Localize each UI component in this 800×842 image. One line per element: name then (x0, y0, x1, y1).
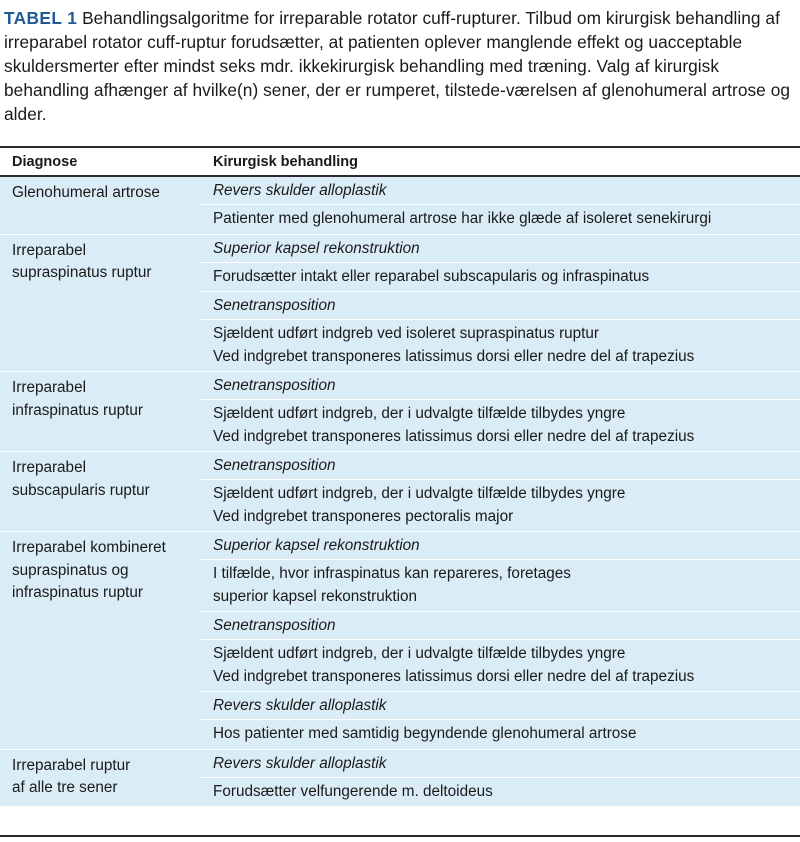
table-header (0, 146, 800, 177)
diagnosis-cell (0, 177, 200, 234)
treatment-note-line: Ved indgrebet transponeres pectoralis major (213, 507, 514, 525)
diagnosis-cell (0, 452, 200, 531)
diagnosis-line: subscapularis ruptur (12, 481, 150, 499)
table-row (0, 532, 800, 750)
diagnosis-line: supraspinatus og (12, 561, 129, 579)
header-diagnosis: Diagnose (12, 153, 78, 170)
treatment-note-line: Patienter med glenohumeral artrose har ikke glæde af isoleret senekirurgi (213, 210, 712, 227)
treatment-name: Senetransposition (200, 452, 800, 480)
treatment-note-line: Forudsætter velfungerende m. deltoideus (213, 782, 493, 800)
treatment-note-line: Forudsætter intakt eller reparabel subscapularis og infraspinatus (213, 267, 650, 285)
caption-text: Behandlingsalgoritme for irreparable rotator cuff-rupturer. Tilbud om kirurgisk behandling af irreparabel rotator cuff-ruptur forudsætter, at patienten oplever manglende effekt og uacceptable skuldersmerter efter mindst seks mdr. ikkekirurgisk behandling med træning. Valg af kirurgisk behandling afhænger af hvilke(n) sener, der er rumperet, tilstede-værelsen af glenohumeral artrose og alder. (4, 8, 791, 124)
diagnosis-line: af alle tre sener (12, 779, 118, 796)
diagnosis-line: supraspinatus ruptur (12, 264, 152, 281)
treatment-note-line: Ved indgrebet transponeres latissimus dorsi eller nedre del af trapezius (213, 427, 695, 445)
table-row (0, 750, 800, 808)
treatment-note-line: superior kapsel rekonstruktion (213, 587, 418, 605)
diagnosis-line: infraspinatus ruptur (12, 584, 143, 601)
diagnosis-cell (0, 372, 200, 451)
diagnosis-line: Irreparabel (12, 459, 86, 476)
treatment-block (200, 372, 800, 451)
treatment-note-line: Sjældent udført indgreb, der i udvalgte tilfælde tilbydes yngre (213, 645, 626, 662)
diagnosis-line: Irreparabel kombineret (12, 539, 166, 556)
table-caption (0, 0, 800, 126)
treatment-name: Senetransposition (200, 292, 800, 320)
treatment-note-line: Ved indgrebet transponeres latissimus dorsi eller nedre del af trapezius (213, 667, 695, 685)
treatment-cell (200, 750, 800, 807)
treatment-note-line: Ved indgrebet transponeres latissimus dorsi eller nedre del af trapezius (213, 347, 695, 365)
diagnosis-line: Irreparabel (12, 241, 86, 259)
treatment-cell (200, 372, 800, 451)
table-row (0, 372, 800, 452)
treatment-cell (200, 177, 800, 234)
diagnosis-cell (0, 235, 200, 372)
treatment-name: Superior kapsel rekonstruktion (200, 532, 800, 560)
treatment-note-line: Sjældent udført indgreb ved isoleret supraspinatus ruptur (213, 325, 600, 342)
treatment-block (200, 452, 800, 531)
treatment-name: Senetransposition (200, 372, 800, 400)
treatment-note-line: Sjældent udført indgreb, der i udvalgte tilfælde tilbydes yngre (213, 405, 626, 422)
treatment-notes (213, 720, 800, 749)
diagnosis-line: Glenohumeral artrose (12, 184, 160, 201)
treatment-cell (200, 532, 800, 749)
treatment-cell (200, 235, 800, 372)
diagnosis-line: Irreparabel (12, 379, 86, 396)
treatment-name: Superior kapsel rekonstruktion (200, 235, 800, 263)
treatment-block (200, 750, 800, 807)
treatment-notes (213, 320, 800, 371)
treatment-note-line: I tilfælde, hvor infraspinatus kan repareres, foretages (213, 565, 571, 582)
treatment-cell (200, 452, 800, 531)
diagnosis-cell (0, 750, 200, 807)
treatment-block (200, 177, 800, 234)
treatment-note-line: Sjældent udført indgreb, der i udvalgte tilfælde tilbydes yngre (213, 485, 626, 502)
treatment-block (200, 292, 800, 371)
treatment-block (200, 692, 800, 749)
table-bottom-rule (0, 835, 800, 837)
table-label: TABEL 1 (4, 8, 78, 28)
diagnosis-line: infraspinatus ruptur (12, 401, 143, 419)
treatment-notes (213, 640, 800, 691)
treatment-notes (213, 480, 800, 531)
treatment-block (200, 532, 800, 612)
table-row (0, 235, 800, 373)
treatment-name: Revers skulder alloplastik (200, 177, 800, 205)
treatment-block (200, 235, 800, 293)
table-body (0, 177, 800, 807)
treatment-name: Revers skulder alloplastik (200, 750, 800, 778)
treatment-note-line: Hos patienter med samtidig begyndende glenohumeral artrose (213, 725, 637, 742)
diagnosis-cell (0, 532, 200, 749)
diagnosis-line: Irreparabel ruptur (12, 756, 131, 774)
table-row (0, 452, 800, 532)
table-row (0, 177, 800, 235)
treatment-notes (213, 778, 800, 807)
treatment-notes (213, 560, 800, 611)
treatment-table (0, 146, 800, 837)
treatment-name: Senetransposition (200, 612, 800, 640)
treatment-notes (213, 205, 800, 234)
header-treatment: Kirurgisk behandling (213, 153, 359, 170)
treatment-notes (213, 263, 800, 292)
treatment-name: Revers skulder alloplastik (200, 692, 800, 720)
treatment-notes (213, 400, 800, 451)
treatment-block (200, 612, 800, 692)
